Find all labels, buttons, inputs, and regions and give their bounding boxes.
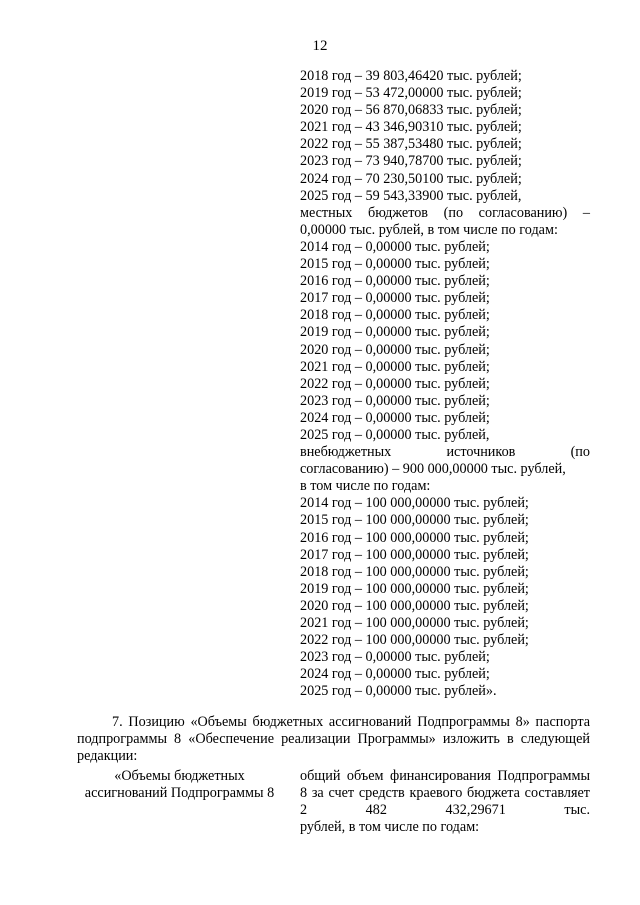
passport-row-value-tail: рублей, в том числе по годам: (300, 819, 480, 836)
year-amount-line: 2014 год – 0,00000 тыс. рублей; (300, 238, 490, 255)
year-amount-line: 2018 год – 39 803,46420 тыс. рублей; (300, 68, 522, 84)
year-amount-line: 2022 год – 100 000,00000 тыс. рублей; (300, 632, 529, 649)
year-amount-line: 2015 год – 0,00000 тыс. рублей; (300, 256, 490, 273)
extrabudget-total: согласованию) – 900 000,00000 тыс. рублей, (300, 461, 566, 478)
year-amount-line: 2024 год – 0,00000 тыс. рублей; (300, 666, 490, 683)
extrabudget-heading: внебюджетных источников (по (300, 444, 590, 461)
local-budgets-years-list (300, 239, 590, 444)
year-amount-line: 2020 год – 0,00000 тыс. рублей; (300, 341, 490, 358)
budget-years-column (300, 68, 590, 700)
passport-row-label: «Объемы бюджетных ассигнований Подпрограммы 8 (84, 768, 275, 802)
passport-row-value-text: общий объем финансирования Подпрограммы 8 за счет средств краевого бюджета составляет 2 482 432,29671 тыс. (300, 768, 590, 819)
year-amount-line: 2023 год – 0,00000 тыс. рублей; (300, 649, 490, 666)
year-amount-line: 2022 год – 55 387,53480 тыс. рублей; (300, 136, 522, 153)
year-amount-line: 2018 год – 100 000,00000 тыс. рублей; (300, 563, 529, 580)
year-amount-line: 2016 год – 0,00000 тыс. рублей; (300, 273, 490, 290)
year-amount-line: 2021 год – 0,00000 тыс. рублей; (300, 358, 490, 375)
year-amount-line: 2025 год – 0,00000 тыс. рублей, (300, 426, 490, 443)
year-amount-line: 2025 год – 0,00000 тыс. рублей». (300, 683, 497, 700)
year-amount-line: 2021 год – 43 346,90310 тыс. рублей; (300, 119, 522, 136)
year-amount-line: 2020 год – 56 870,06833 тыс. рублей; (300, 102, 522, 119)
year-amount-line: 2023 год – 0,00000 тыс. рублей; (300, 392, 490, 409)
year-amount-line: 2022 год – 0,00000 тыс. рублей; (300, 375, 490, 392)
passport-row-value (300, 768, 590, 836)
year-amount-line: 2023 год – 73 940,78700 тыс. рублей; (300, 153, 522, 170)
year-amount-line: 2021 год – 100 000,00000 тыс. рублей; (300, 615, 529, 631)
year-amount-line: 2025 год – 59 543,33900 тыс. рублей, (300, 187, 522, 204)
year-amount-line: 2024 год – 70 230,50100 тыс. рублей; (300, 170, 522, 187)
year-amount-line: 2017 год – 100 000,00000 тыс. рублей; (300, 546, 529, 563)
year-amount-line: 2019 год – 53 472,00000 тыс. рублей; (300, 85, 522, 102)
year-amount-line: 2017 год – 0,00000 тыс. рублей; (300, 290, 490, 307)
year-amount-line: 2014 год – 100 000,00000 тыс. рублей; (300, 495, 529, 512)
year-amount-line: 2015 год – 100 000,00000 тыс. рублей; (300, 512, 529, 529)
local-budgets-heading: местных бюджетов (по согласованию) – (300, 204, 590, 221)
year-amount-line: 2019 год – 0,00000 тыс. рублей; (300, 324, 490, 341)
year-amount-line: 2016 год – 100 000,00000 тыс. рублей; (300, 529, 529, 546)
year-amount-line: 2019 год – 100 000,00000 тыс. рублей; (300, 580, 529, 597)
local-budgets-total: 0,00000 тыс. рублей, в том числе по годам: (300, 221, 558, 238)
year-amount-line: 2020 год – 100 000,00000 тыс. рублей; (300, 597, 529, 614)
extrabudget-years-list (300, 495, 590, 700)
extrabudget-years-intro: в том числе по годам: (300, 478, 431, 495)
year-amount-line: 2018 год – 0,00000 тыс. рублей; (300, 307, 490, 324)
year-amount-line: 2024 год – 0,00000 тыс. рублей; (300, 409, 490, 426)
regional-budget-years-list (300, 68, 590, 205)
paragraph-7: 7. Позицию «Объемы бюджетных ассигнований Подпрограммы 8» паспорта подпрограммы 8 «Обеспечение реализации Программы» изложить в следующей редакции: (77, 714, 590, 765)
page-number: 12 (312, 38, 328, 54)
